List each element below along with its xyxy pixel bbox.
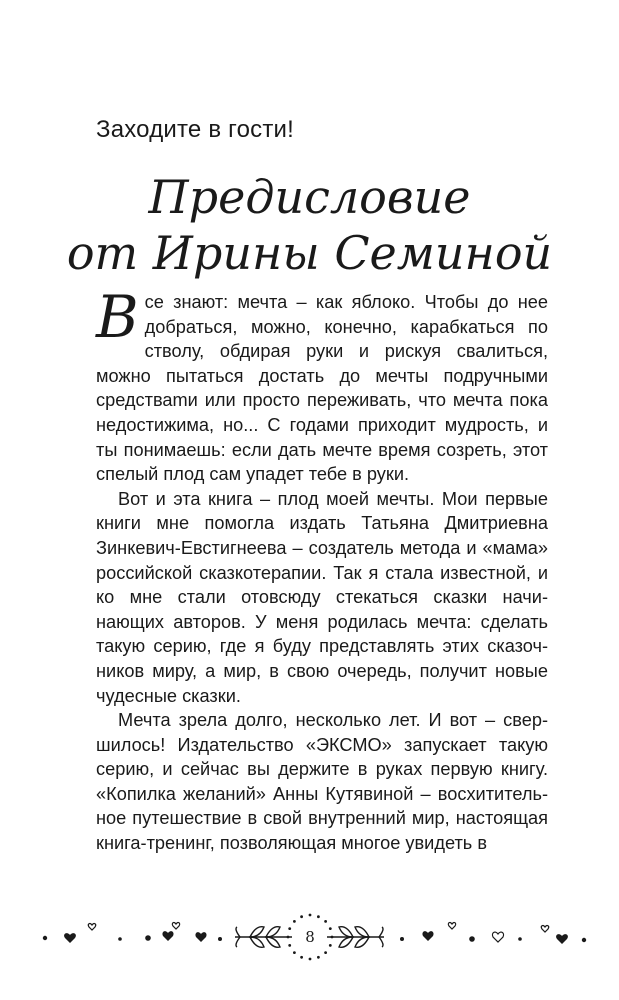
heart-icon xyxy=(172,923,179,929)
heart-icon xyxy=(162,931,173,941)
laurel-branch-icon xyxy=(327,927,384,948)
paragraph-3: Мечта зрела долго, несколько лет. И вот – свершилось! Издательство «ЭКСМО» запускает такую серию, и сейчас вы держите в руках первую книгу. «Копилка желаний» Анны Кутявиной – восхитительное путешествие в свой внутренний мир, настоящая книга-тренинг, позволяющая многое увидеть в xyxy=(96,710,548,854)
dot-icon xyxy=(469,936,475,942)
dot-icon xyxy=(518,937,522,941)
dot-icon xyxy=(218,937,222,941)
footer-ornament xyxy=(0,905,619,965)
heart-icon xyxy=(195,932,206,942)
heart-icon xyxy=(556,934,568,944)
dot-icon xyxy=(400,937,404,941)
heart-icon xyxy=(88,924,95,930)
paragraph-2: Вот и эта книга – плод моей мечты. Мои первые книги мне помогла издать Татьяна Дмитриевна Зинкевич-Евстигнеева – создатель метода и «мама» российской сказкотерапии. Так я стала известной, и ко мне стали отовсюду стекаться сказки начинающих авторов. У меня родилась мечта: сделать такую серию, где я буду представлять этих сказочников миру, а мир, в свою очередь, получит новые чудесные сказки. xyxy=(96,488,548,706)
dot-icon xyxy=(582,938,586,942)
dot-icon xyxy=(145,935,151,941)
heart-icon xyxy=(422,931,433,941)
laurel-branch-icon xyxy=(235,927,292,948)
paragraph-1 xyxy=(96,283,548,487)
section-title: Заходите в гости! xyxy=(96,116,295,143)
body-text xyxy=(96,283,548,856)
preface-heading-line1: Предисловие xyxy=(148,170,471,224)
page-number: 8 xyxy=(305,928,315,946)
paragraph-1-text: се знают: мечта – как яблоко. Чтобы до нее добраться, можно, конечно, карабкаться по стволу, обдирая руки и рискуя свалиться, можно пытаться достать до мечты подручными средстваmи или просто переживать, что мечта пока недостижима, но... С годами приходит мудрость, и ты понимаешь: если дать мечте время созреть, этот спелый плод сам упадет тебе в руки. xyxy=(96,292,548,485)
heart-icon xyxy=(64,933,76,943)
heart-icon xyxy=(492,932,503,942)
heart-icon xyxy=(448,923,455,929)
dot-icon xyxy=(118,937,122,941)
heart-icon xyxy=(541,926,548,932)
dot-icon xyxy=(43,936,47,940)
drop-cap: В xyxy=(96,283,139,351)
preface-heading-line2: от Ирины Семиной xyxy=(66,226,553,280)
